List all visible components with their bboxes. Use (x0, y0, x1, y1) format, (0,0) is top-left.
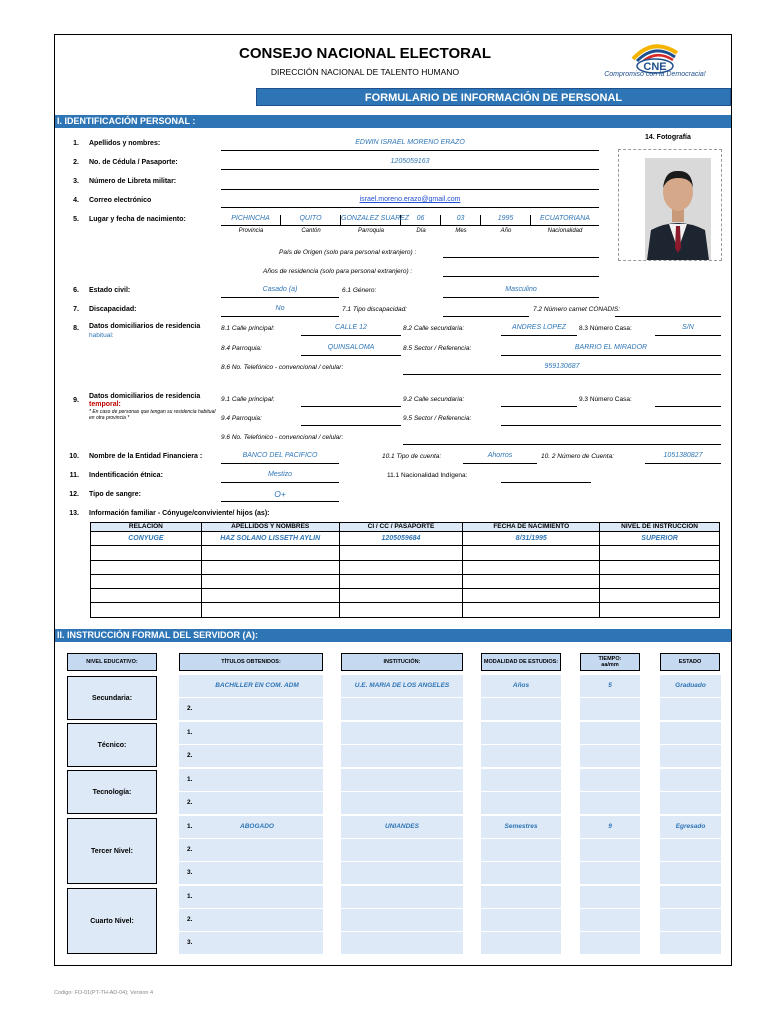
family-cell[interactable] (91, 574, 202, 588)
mode-cell[interactable] (481, 745, 561, 768)
years-label: Años de residencia (solo para personal extranjero) : (263, 268, 413, 275)
time-cell[interactable] (580, 839, 640, 862)
hdr-time-label: TIEMPO: (598, 656, 622, 662)
disability-type-label: 7.1 Tipo discapacidad: (342, 306, 407, 313)
hdr-time (580, 653, 640, 671)
photo-frame[interactable] (618, 149, 722, 261)
mode-cell[interactable] (481, 722, 561, 745)
row1-label: Apellidos y nombres: (89, 140, 161, 147)
family-cell[interactable] (600, 546, 720, 560)
t-parish-field[interactable] (301, 414, 401, 426)
t-sector-field[interactable] (501, 414, 721, 426)
family-cell[interactable] (91, 546, 202, 560)
row-number: 1. (187, 823, 193, 830)
family-cell[interactable]: 1205059684 (339, 532, 463, 546)
family-cell[interactable] (91, 589, 202, 603)
row6-label: Estado civil: (89, 287, 131, 294)
h-sector-field[interactable]: BARRIO EL MIRADOR (501, 344, 721, 356)
row5-label: Lugar y fecha de nacimiento: (89, 216, 186, 223)
tecnologia-rows (179, 769, 721, 815)
mode-cell[interactable] (481, 769, 561, 792)
h-phone-field[interactable]: 959130687 (403, 363, 721, 375)
row-number: 2. (187, 916, 193, 923)
family-col-relation: RELACIÓN (91, 523, 202, 532)
row2-label: No. de Cédula / Pasaporte: (89, 159, 178, 166)
family-cell[interactable] (339, 589, 463, 603)
caption-canton: Cantón (301, 228, 321, 234)
row12-num: 12. (69, 491, 79, 498)
caption-year: Año (500, 228, 512, 234)
family-cell[interactable] (600, 560, 720, 574)
row3-label: Número de Libreta militar: (89, 178, 177, 185)
title-cell[interactable] (179, 769, 323, 792)
family-col-id: CI / CC / PASAPORTE (339, 523, 463, 532)
row-number: 2. (187, 846, 193, 853)
row8-sub: habitual: (89, 332, 114, 339)
h-street2-label: 8.2 Calle secundaria: (403, 325, 465, 332)
birth-parish[interactable]: GONZALEZ SUAREZ (341, 215, 401, 226)
mode-cell[interactable] (481, 909, 561, 932)
conadis-field[interactable] (615, 305, 721, 317)
family-cell[interactable] (339, 574, 463, 588)
family-cell[interactable] (600, 589, 720, 603)
mode-cell[interactable] (481, 932, 561, 955)
row8-num: 8. (73, 325, 79, 332)
state-cell[interactable] (660, 862, 721, 885)
years-field[interactable] (443, 266, 599, 277)
time-cell[interactable] (580, 886, 640, 909)
cne-logo (585, 39, 725, 87)
row12-label: Tipo de sangre: (89, 491, 141, 498)
indigenous-label: 11.1 Nacionalidad Indígena: (387, 472, 468, 479)
blood-type-field[interactable]: O+ (221, 489, 339, 502)
level-cuarto-nivel: Cuarto Nivel: (67, 888, 157, 954)
row-number: 2. (187, 799, 193, 806)
mode-cell[interactable]: Semestres (481, 816, 561, 839)
photo-label: 14. Fotografía (645, 134, 691, 141)
title-cell[interactable] (179, 745, 323, 768)
time-cell[interactable]: 5 (580, 675, 640, 698)
person-photo (645, 158, 711, 260)
institution-cell[interactable] (341, 932, 463, 955)
row9-sub: temporal: (89, 401, 121, 408)
institution-cell[interactable] (341, 886, 463, 909)
hdr-level: NIVEL EDUCATIVO: (67, 653, 157, 671)
family-col-names: APELLIDOS Y NOMBRES (201, 523, 339, 532)
caption-province: Provincia (238, 228, 264, 234)
title-cell[interactable] (179, 792, 323, 815)
state-cell[interactable]: Egresado (660, 816, 721, 839)
table-row (91, 546, 720, 560)
military-id-field[interactable] (221, 178, 599, 190)
footer-code: Codigo: FO-01(PT-TH-AD-04); Version 4 (54, 990, 154, 996)
indigenous-field[interactable] (501, 471, 591, 483)
row2-num: 2. (73, 159, 79, 166)
table-row (91, 603, 720, 617)
time-cell[interactable] (580, 792, 640, 815)
t-sector-label: 9.5 Sector / Referencia: (403, 415, 472, 422)
t-street2-label: 9.2 Calle secundaria: (403, 396, 465, 403)
t-street2-field[interactable] (501, 395, 577, 407)
acct-number-label: 10. 2 Número de Cuenta: (541, 453, 614, 460)
mode-cell[interactable] (481, 792, 561, 815)
h-street2-field[interactable]: ANDRES LOPEZ (501, 324, 577, 336)
family-cell[interactable] (463, 560, 600, 574)
institution-cell[interactable]: UNIANDES (341, 816, 463, 839)
state-cell[interactable] (660, 792, 721, 815)
time-cell[interactable] (580, 745, 640, 768)
h-house-label: 8.3 Número Casa: (579, 325, 632, 332)
acct-type-label: 10.1 Tipo de cuenta: (382, 453, 442, 460)
row10-num: 10. (69, 453, 79, 460)
t-phone-label: 9.6 No. Telefónico - convencional / celular: (221, 434, 344, 441)
row-number: 2. (187, 752, 193, 759)
row10-label: Nombre de la Entidad Financiera : (89, 453, 203, 460)
row-number: 1. (187, 776, 193, 783)
row-number: 3. (187, 869, 193, 876)
full-name-field[interactable]: EDWIN ISRAEL MORENO ERAZO (221, 139, 599, 151)
form-page (54, 34, 732, 966)
hdr-state: ESTADO (660, 653, 720, 671)
title-cell[interactable] (179, 862, 323, 885)
h-street-label: 8.1 Calle principal: (221, 325, 275, 332)
caption-month: Mes (455, 228, 467, 234)
title-cell[interactable] (179, 839, 323, 862)
row-number: 1. (187, 729, 193, 736)
state-cell[interactable] (660, 932, 721, 955)
svg-text:CNE: CNE (643, 61, 667, 73)
row-number: 3. (187, 939, 193, 946)
row1-num: 1. (73, 140, 79, 147)
family-header-row (91, 523, 720, 532)
title-cell[interactable] (179, 722, 323, 745)
acct-number-field[interactable]: 1051380827 (645, 452, 721, 464)
disability-type-field[interactable] (443, 305, 529, 317)
time-cell[interactable] (580, 698, 640, 721)
family-cell[interactable] (339, 546, 463, 560)
institution-cell[interactable]: U.E. MARIA DE LOS ANGELES (341, 675, 463, 698)
state-cell[interactable] (660, 886, 721, 909)
form-title: FORMULARIO DE INFORMACIÓN DE PERSONAL (256, 88, 731, 106)
t-house-field[interactable] (655, 395, 721, 407)
h-house-field[interactable]: S/N (655, 324, 721, 336)
t-street-label: 9.1 Calle principal: (221, 396, 275, 403)
title-cell[interactable]: ABOGADO (179, 816, 323, 839)
table-row (91, 532, 720, 546)
title-cell[interactable] (179, 909, 323, 932)
level-tecnico: Técnico: (67, 723, 157, 767)
row4-label: Correo electrónico (89, 197, 152, 204)
h-street-field[interactable]: CALLE 12 (301, 324, 401, 336)
family-cell[interactable] (600, 574, 720, 588)
h-parish-field[interactable]: QUINSALOMA (301, 344, 401, 356)
row6-num: 6. (73, 287, 79, 294)
hdr-titles: TÍTULOS OBTENIDOS: (179, 653, 323, 671)
email-field[interactable]: israel.moreno.erazo@gmail.com (221, 196, 599, 208)
h-sector-label: 8.5 Sector / Referencia: (403, 345, 472, 352)
nationality[interactable]: ECUATORIANA (531, 215, 599, 226)
state-cell[interactable] (660, 769, 721, 792)
conadis-label: 7.2 Número carnet CONADIS: (533, 306, 621, 313)
family-cell[interactable] (201, 603, 339, 617)
family-cell[interactable] (463, 589, 600, 603)
bank-field[interactable]: BANCO DEL PACIFICO (221, 452, 339, 464)
hdr-institution: INSTITUCIÓN: (341, 653, 463, 671)
row8-label: Datos domiciliarios de residencia (89, 323, 201, 330)
family-cell[interactable] (600, 603, 720, 617)
t-street-field[interactable] (301, 395, 401, 407)
state-cell[interactable]: Graduado (660, 675, 721, 698)
title-cell[interactable] (179, 932, 323, 955)
family-cell[interactable] (201, 560, 339, 574)
h-parish-label: 8.4 Parroquia: (221, 345, 262, 352)
institution-cell[interactable] (341, 862, 463, 885)
row11-num: 11. (69, 472, 79, 479)
family-cell[interactable] (463, 546, 600, 560)
time-cell[interactable] (580, 909, 640, 932)
hdr-time-sub: aa/mm (601, 662, 619, 668)
row3-num: 3. (73, 178, 79, 185)
state-cell[interactable] (660, 722, 721, 745)
family-cell[interactable] (339, 603, 463, 617)
family-cell[interactable] (463, 603, 600, 617)
acct-type-field[interactable]: Ahorros (463, 452, 537, 464)
tercer-nivel-rows (179, 816, 721, 885)
title-cell[interactable] (179, 698, 323, 721)
family-cell[interactable] (463, 574, 600, 588)
title-cell[interactable]: BACHILLER EN COM. ADM (179, 675, 323, 698)
id-number-field[interactable]: 1205059163 (221, 158, 599, 170)
family-col-education: NIVEL DE INSTRUCCIÓN (600, 523, 720, 532)
gender-label: 6.1 Género: (342, 287, 377, 294)
level-tercer-nivel: Tercer Nivel: (67, 818, 157, 884)
institution-cell[interactable] (341, 792, 463, 815)
family-table (90, 522, 720, 618)
mode-cell[interactable] (481, 698, 561, 721)
family-cell[interactable]: HAZ SOLANO LISSETH AYLIN (201, 532, 339, 546)
family-cell[interactable]: 8/31/1995 (463, 532, 600, 546)
dept-title: DIRECCIÓN NACIONAL DE TALENTO HUMANO (270, 67, 460, 77)
state-cell[interactable] (660, 909, 721, 932)
gender-field[interactable]: Masculino (443, 286, 599, 298)
time-cell[interactable] (580, 932, 640, 955)
family-cell[interactable] (91, 560, 202, 574)
caption-day: Día (416, 228, 426, 234)
tecnico-rows (179, 722, 721, 768)
family-cell[interactable]: CONYUGE (91, 532, 202, 546)
table-row (91, 574, 720, 588)
mode-cell[interactable]: Años (481, 675, 561, 698)
t-phone-field[interactable] (403, 433, 721, 445)
row5-num: 5. (73, 216, 79, 223)
slogan: Compromiso con la Democracia! (604, 71, 706, 78)
family-cell[interactable] (201, 546, 339, 560)
family-cell[interactable]: SUPERIOR (600, 532, 720, 546)
institution-cell[interactable] (341, 909, 463, 932)
family-col-birthdate: FECHA DE NACIMIENTO (463, 523, 600, 532)
row-number: 2. (187, 705, 193, 712)
institution-cell[interactable] (341, 839, 463, 862)
family-cell[interactable] (201, 589, 339, 603)
birth-day[interactable]: 06 (401, 215, 441, 226)
time-cell[interactable] (580, 862, 640, 885)
caption-nationality: Nacionalidad (547, 228, 583, 234)
row13-num: 13. (69, 510, 79, 517)
row9-num: 9. (73, 397, 79, 404)
birth-canton[interactable]: QUITO (281, 215, 341, 226)
table-row (91, 560, 720, 574)
birth-month[interactable]: 03 (441, 215, 481, 226)
row7-num: 7. (73, 306, 79, 313)
cuarto-nivel-rows (179, 886, 721, 955)
section1-title: I. IDENTIFICACIÓN PERSONAL : (55, 115, 731, 128)
row7-label: Discapacidad: (89, 306, 137, 313)
civil-status-field[interactable]: Casado (a) (221, 286, 339, 298)
family-cell[interactable] (201, 574, 339, 588)
mode-cell[interactable] (481, 862, 561, 885)
row11-label: Indentificación étnica: (89, 472, 163, 479)
title-cell[interactable] (179, 886, 323, 909)
birth-year[interactable]: 1995 (481, 215, 531, 226)
time-cell[interactable] (580, 722, 640, 745)
mode-cell[interactable] (481, 839, 561, 862)
row-number: 1. (187, 893, 193, 900)
birth-grid (221, 213, 599, 239)
t-house-label: 9.3 Número Casa: (579, 396, 632, 403)
state-cell[interactable] (660, 698, 721, 721)
row13-label: Información familiar - Cónyuge/conviviente/ hijos (as): (89, 510, 270, 517)
ethnicity-field[interactable]: Mestizo (221, 471, 339, 483)
level-tecnologia: Tecnología: (67, 770, 157, 814)
secundaria-rows (179, 675, 721, 721)
institution-cell[interactable] (341, 722, 463, 745)
state-cell[interactable] (660, 745, 721, 768)
hdr-mode: MODALIDAD DE ESTUDIOS: (481, 653, 561, 671)
time-cell[interactable]: 9 (580, 816, 640, 839)
institution-cell[interactable] (341, 769, 463, 792)
institution-cell[interactable] (341, 745, 463, 768)
row9-label: Datos domiciliarios de residencia (89, 393, 201, 400)
institution-cell[interactable] (341, 698, 463, 721)
t-parish-label: 9.4 Parroquia: (221, 415, 262, 422)
h-phone-label: 8.6 No. Telefónico - convencional / celular: (221, 364, 344, 371)
origin-label: País de Origen (solo para personal extranjero) : (279, 249, 417, 256)
disability-field[interactable]: No (221, 305, 339, 317)
state-cell[interactable] (660, 839, 721, 862)
family-cell[interactable] (339, 560, 463, 574)
origin-field[interactable] (443, 247, 599, 258)
org-title: CONSEJO NACIONAL ELECTORAL (239, 45, 491, 62)
birth-province[interactable]: PICHINCHA (221, 215, 281, 226)
level-secundaria: Secundaria: (67, 676, 157, 720)
time-cell[interactable] (580, 769, 640, 792)
row9-note: * En caso de personas que tengan su residencia habitual en otra provincia * (89, 409, 216, 421)
family-cell[interactable] (91, 603, 202, 617)
section2-title: II. INSTRUCCIÓN FORMAL DEL SERVIDOR (A): (55, 629, 731, 642)
row4-num: 4. (73, 197, 79, 204)
caption-parish: Parroquia (357, 228, 384, 234)
table-row (91, 589, 720, 603)
mode-cell[interactable] (481, 886, 561, 909)
